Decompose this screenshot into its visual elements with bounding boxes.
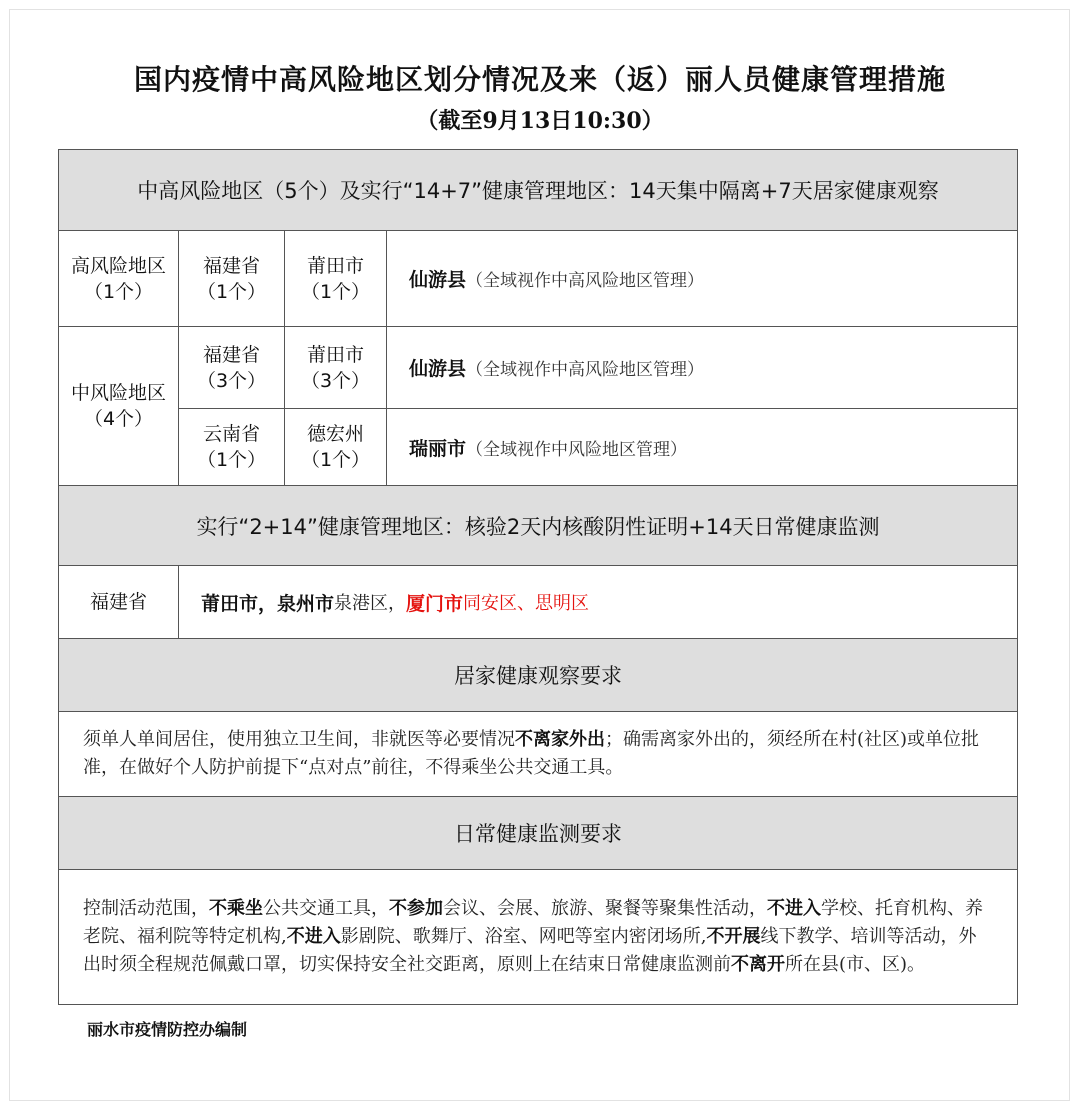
medium-risk-count: （4个） xyxy=(83,408,154,430)
section4-header xyxy=(59,797,1017,869)
high-risk-city-cell xyxy=(285,231,386,326)
high-risk-label-cell xyxy=(59,231,178,326)
section3-paragraph xyxy=(59,712,1017,796)
high-risk-county-cell xyxy=(387,231,1017,326)
high-risk-city: 莆田市 xyxy=(306,254,364,277)
medium-risk-province: 福建省 xyxy=(202,343,260,366)
high-risk-county: 仙游县 xyxy=(409,269,467,291)
medium-risk-city-count: （3个） xyxy=(300,369,371,392)
area-quangang: 泉港区， xyxy=(334,593,407,614)
text-segment: ；确需离家外出的，须经所在村(社区)或单位批准，在做好个人防护前提下“点对点”前往，不得乘坐公共交通工具。 xyxy=(83,729,980,778)
emphasis-segment: 不进入 xyxy=(767,898,821,919)
section2-province: 福建省 xyxy=(89,591,147,613)
emphasis-segment: 不离家外出 xyxy=(515,729,605,750)
section2-areas-cell xyxy=(179,566,1017,638)
medium-risk-city: 莆田市 xyxy=(306,343,364,366)
medium-risk-city-cell xyxy=(285,327,386,408)
text-segment: 公共交通工具， xyxy=(263,898,389,919)
section3-header-text: 居家健康观察要求 xyxy=(454,664,622,688)
emphasis-segment: 不开展 xyxy=(706,926,761,947)
section1-header xyxy=(59,150,1017,230)
medium-risk-city-cell xyxy=(285,409,386,485)
area-putian: 莆田市， xyxy=(201,592,278,615)
high-risk-note: （全域视作中高风险地区管理） xyxy=(466,271,705,291)
footer-credit: 丽水市疫情防控办编制 xyxy=(87,1020,248,1039)
high-risk-province: 福建省 xyxy=(202,254,260,277)
area-quanzhou: 泉州市 xyxy=(277,592,335,615)
medium-risk-city-count: （1个） xyxy=(300,449,371,471)
section2-province-cell xyxy=(59,566,178,638)
medium-risk-province-cell xyxy=(179,327,284,408)
emphasis-segment: 不进入 xyxy=(286,926,341,947)
high-risk-province-count: （1个） xyxy=(196,280,267,303)
emphasis-segment: 不乘坐 xyxy=(209,898,263,919)
home-observation-text xyxy=(83,726,989,782)
section4-paragraph xyxy=(59,870,1017,1004)
page-subtitle: （截至9月13日10:30） xyxy=(416,108,664,134)
section2-header xyxy=(59,486,1017,565)
section3-header xyxy=(59,639,1017,711)
medium-risk-province: 云南省 xyxy=(202,423,260,445)
section2-header-text: 实行“2+14”健康管理地区：核验2天内核酸阴性证明+14天日常健康监测 xyxy=(196,514,880,539)
page-title: 国内疫情中高风险地区划分情况及来（返）丽人员健康管理措施 xyxy=(133,63,946,96)
medium-risk-province-count: （1个） xyxy=(196,449,267,471)
medium-risk-province-count: （3个） xyxy=(196,369,267,392)
daily-monitoring-text xyxy=(83,895,989,979)
medium-risk-county: 仙游县 xyxy=(409,358,467,380)
text-segment: 会议、会展、旅游、聚餐等聚集性活动， xyxy=(443,898,767,919)
medium-risk-county: 瑞丽市 xyxy=(409,437,467,460)
medium-risk-county-cell xyxy=(387,327,1017,408)
measures-table xyxy=(58,149,1018,1005)
emphasis-segment: 不离开 xyxy=(731,954,785,975)
medium-risk-note: （全域视作中高风险地区管理） xyxy=(466,360,705,380)
medium-risk-label: 中风险地区 xyxy=(70,382,166,404)
text-segment: 影剧院、歌舞厅、浴室、网吧等室内密闭场所, xyxy=(340,926,707,947)
section1-header-text: 中高风险地区（5个）及实行“14+7”健康管理地区：14天集中隔离+7天居家健康观察 xyxy=(137,179,939,203)
medium-risk-province-cell xyxy=(179,409,284,485)
medium-risk-label-cell xyxy=(59,327,178,485)
high-risk-city-count: （1个） xyxy=(300,280,371,303)
area-xiamen: 厦门市 xyxy=(406,592,464,615)
area-xiamen-districts: 同安区、思明区 xyxy=(463,593,590,614)
medium-risk-city: 德宏州 xyxy=(306,423,364,445)
text-segment: 控制活动范围， xyxy=(83,898,209,919)
text-segment: 须单人单间居住，使用独立卫生间，非就医等必要情况 xyxy=(83,729,515,750)
section4-header-text: 日常健康监测要求 xyxy=(454,822,622,846)
emphasis-segment: 不参加 xyxy=(389,898,443,919)
text-segment: 所在县(市、区)。 xyxy=(785,954,926,975)
text-segment: 线下教学、培训等活动，外出时须全程规范佩戴口罩，切实保持安全社交距离，原则上在结束日常健康监测前 xyxy=(83,926,977,975)
text-segment: 学校、托育机构、养老院、福利院等特定机构, xyxy=(83,898,983,947)
high-risk-label: 高风险地区 xyxy=(70,254,166,277)
high-risk-province-cell xyxy=(179,231,284,326)
high-risk-count: （1个） xyxy=(83,280,154,303)
medium-risk-county-cell xyxy=(387,409,1017,485)
medium-risk-note: （全域视作中风险地区管理） xyxy=(466,439,688,460)
